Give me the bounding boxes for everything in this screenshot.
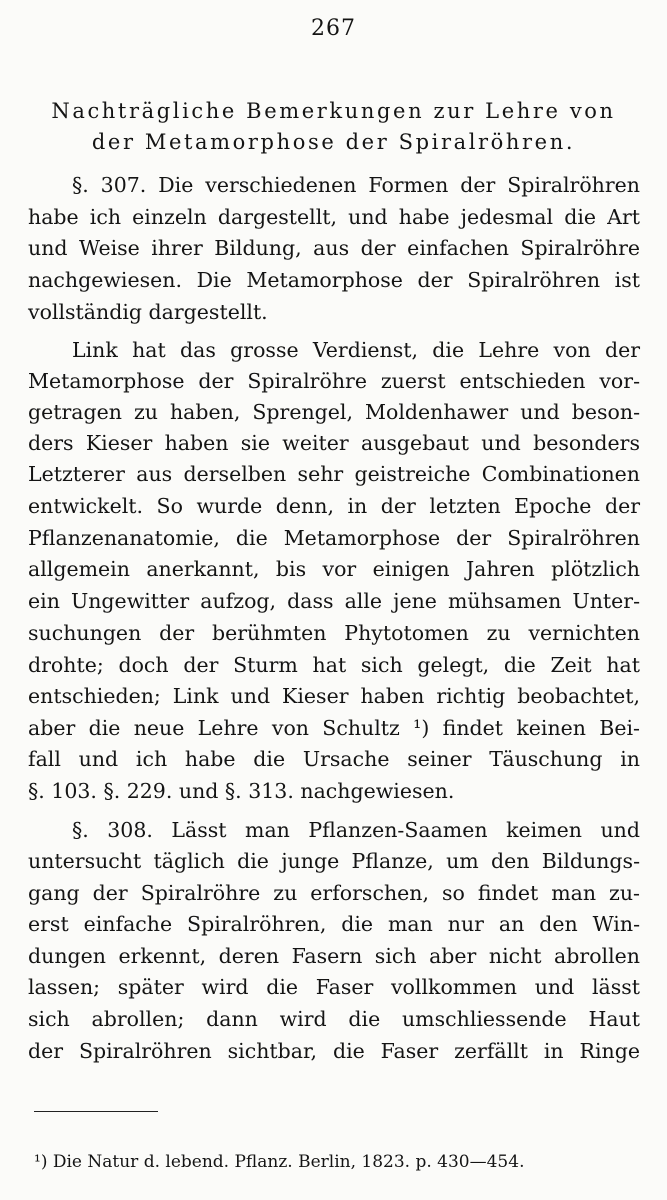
paragraph-2-line-15: §. 103. §. 229. und §. 313. nachgewiesen. [28, 779, 455, 803]
paragraph-2-line-8: allgemein anerkannt, bis vor einigen Jahren plötzlich [28, 557, 640, 581]
paragraph-3-line-6: lassen; später wird die Faser vollkommen und lässt [28, 975, 640, 999]
paragraph-1-line-5: vollständig dargestellt. [28, 300, 268, 324]
paragraph-2-line-5: Letzterer aus derselben sehr geistreiche Combinationen [28, 462, 640, 486]
paragraph-3-line-8: der Spiralröhren sichtbar, die Faser zerfällt in Ringe [28, 1039, 640, 1063]
paragraph-1-line-2: habe ich einzeln dargestellt, und habe jedesmal die Art [28, 205, 640, 229]
paragraph-1-line-1: §. 307. Die verschiedenen Formen der Spiralröhren [72, 173, 640, 197]
section-heading-line-2: der Metamorphose der Spiralröhren. [91, 130, 576, 154]
section-heading-line-1: Nachträgliche Bemerkungen zur Lehre von [51, 99, 616, 123]
paragraph-2-line-12: entschieden; Link und Kieser haben richtig beobachtet, [28, 684, 640, 708]
paragraph-2-line-4: ders Kieser haben sie weiter ausgebaut und besonders [28, 431, 640, 455]
paragraph-3-line-2: untersucht täglich die junge Pflanze, um den Bildungs- [28, 849, 640, 873]
paragraph-2-line-11: drohte; doch der Sturm hat sich gelegt, die Zeit hat [28, 653, 640, 677]
footnote-divider [34, 1111, 158, 1112]
paragraph-2-line-14: fall und ich habe die Ursache seiner Täuschung in [28, 747, 640, 771]
paragraph-3-line-3: gang der Spiralröhre zu erforschen, so findet man zu- [28, 881, 640, 905]
paragraph-2-line-7: Pflanzenanatomie, die Metamorphose der Spiralröhren [28, 526, 640, 550]
paragraph-3-line-5: dungen erkennt, deren Fasern sich aber nicht abrollen [28, 944, 640, 968]
paragraph-2-line-1: Link hat das grosse Verdienst, die Lehre von der [72, 338, 640, 362]
paragraph-3-line-4: erst einfache Spiralröhren, die man nur an den Win- [28, 912, 640, 936]
footnote: ¹) Die Natur d. lebend. Pflanz. Berlin, 1823. p. 430—454. [34, 1152, 525, 1172]
paragraph-3-line-7: sich abrollen; dann wird die umschliessende Haut [28, 1007, 640, 1031]
paragraph-3-line-1: §. 308. Lässt man Pflanzen-Saamen keimen und [72, 818, 640, 842]
page-number: 267 [311, 16, 356, 41]
paragraph-2-line-3: getragen zu haben, Sprengel, Moldenhawer und beson- [28, 400, 640, 424]
paragraph-2-line-10: suchungen der berühmten Phytotomen zu vernichten [28, 621, 640, 645]
paragraph-2-line-13: aber die neue Lehre von Schultz ¹) findet keinen Bei- [28, 716, 640, 740]
paragraph-2-line-2: Metamorphose der Spiralröhre zuerst entschieden vor- [28, 369, 640, 393]
paragraph-1-line-3: und Weise ihrer Bildung, aus der einfachen Spiralröhre [28, 236, 640, 260]
paragraph-2-line-6: entwickelt. So wurde denn, in der letzten Epoche der [28, 494, 640, 518]
paragraph-1-line-4: nachgewiesen. Die Metamorphose der Spiralröhren ist [28, 268, 640, 292]
paragraph-2-line-9: ein Ungewitter aufzog, dass alle jene mühsamen Unter- [28, 589, 640, 613]
